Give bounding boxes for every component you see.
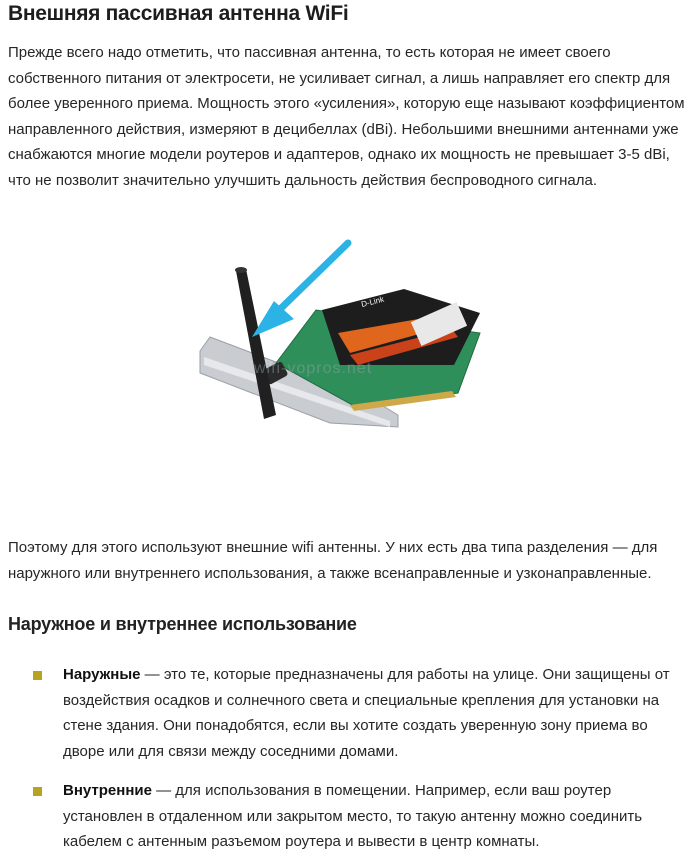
bullet-marker-icon (33, 671, 42, 680)
card-brand-label: D-Link (360, 294, 385, 309)
followup-paragraph: Поэтому для этого используют внешние wifi антенны. У них есть два типа разделения — для наружного или внутреннего использования, а также всенаправленные и узконаправленные. (8, 539, 658, 582)
list-item (0, 778, 675, 855)
bullet-text: — для использования в помещении. Например, если ваш роутер установлен в отдаленном или закрытом место, то такую антенну можно соединить кабелем с антенным разъемом роутера и вывести в центр комнаты. (63, 782, 643, 850)
bullet-list (0, 662, 698, 855)
intro-paragraph: Прежде всего надо отметить, что пассивная антенна, то есть которая не имеет своего собственного питания от электросети, не усиливает сигнал, а лишь направляет его спектр для более уверенного приема. Мощность этого «усиления», которую еще называют коэффициентом направленного действия, измеряют в децибеллах (dBi). Небольшими внешними антеннами уже снабжаются многие модели роутеров и адаптеров, однако их мощность не превышает 3-5 dBi, что не позволит значительно улучшить дальность действия беспроводного сигнала. (8, 44, 685, 189)
bullet-term: Внутренние (63, 782, 152, 799)
wifi-card-figure (190, 215, 510, 513)
bullet-term: Наружные (63, 666, 141, 683)
bullet-marker-icon (33, 787, 42, 796)
section-title: Наружное и внутреннее использование (8, 614, 357, 634)
image-watermark: wifi-vopros.net (254, 360, 373, 377)
bullet-text: — это те, которые предназначены для работы на улице. Они защищены от воздействия осадков и солнечного света и специальные крепления для установки на стене здания. Они понадобятся, если вы хотите создать уверенную зону приема во дворе или для связи между соседними домами. (63, 666, 670, 760)
article-title: Внешняя пассивная антенна WiFi (8, 2, 349, 25)
list-item (0, 662, 675, 764)
wifi-pci-card-with-antenna-image (190, 215, 510, 513)
